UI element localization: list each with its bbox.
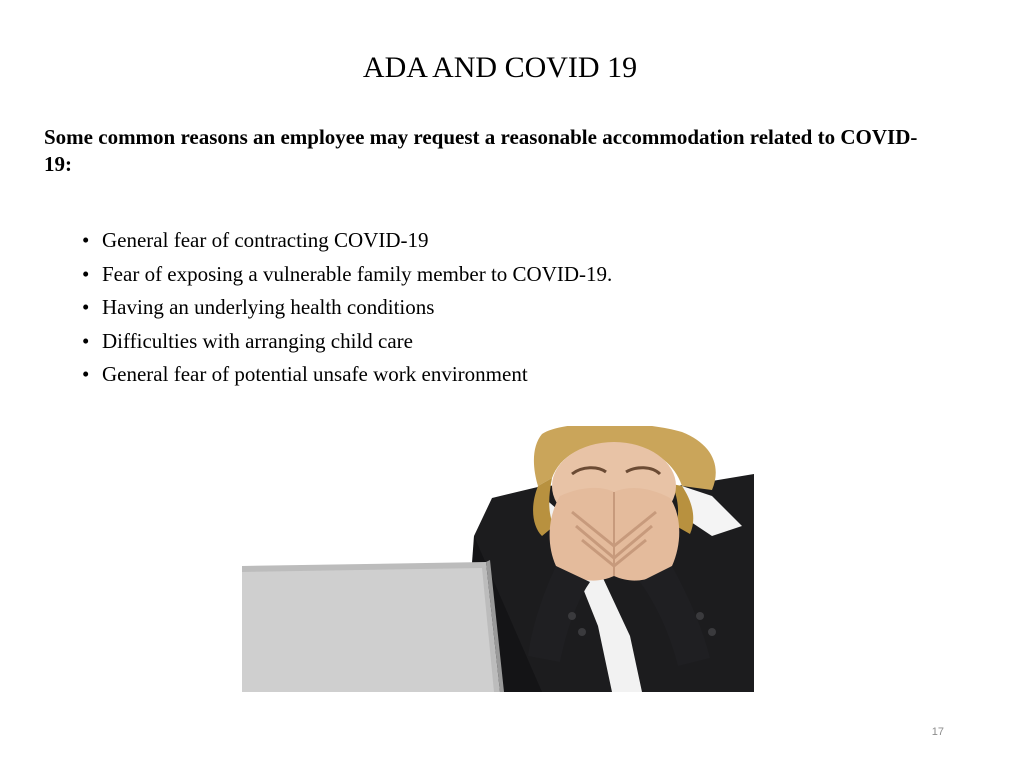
reasons-list xyxy=(80,224,612,392)
list-item-text: General fear of potential unsafe work environment xyxy=(102,362,528,386)
list-item xyxy=(80,358,612,392)
list-item xyxy=(80,325,612,359)
list-item-text: Having an underlying health conditions xyxy=(102,295,435,319)
page-number: 17 xyxy=(931,726,944,738)
list-item-text: General fear of contracting COVID-19 xyxy=(102,228,429,252)
bullet-icon: • xyxy=(82,261,90,286)
list-item xyxy=(80,291,612,325)
bullet-icon: • xyxy=(82,295,90,319)
list-item-text: Difficulties with arranging child care xyxy=(102,328,414,353)
slide-title: ADA AND COVID 19 xyxy=(362,51,638,84)
stressed-woman-photo xyxy=(242,426,754,692)
bullet-icon: • xyxy=(82,328,90,353)
list-item xyxy=(80,258,612,292)
slide-subheading: Some common reasons an employee may request a reasonable accommodation related to COVID-19: xyxy=(44,125,918,176)
list-item xyxy=(80,224,612,258)
bullet-icon: • xyxy=(82,362,90,386)
list-item-text: Fear of exposing a vulnerable family member to COVID-19. xyxy=(102,261,613,286)
bullet-icon: • xyxy=(82,228,90,252)
